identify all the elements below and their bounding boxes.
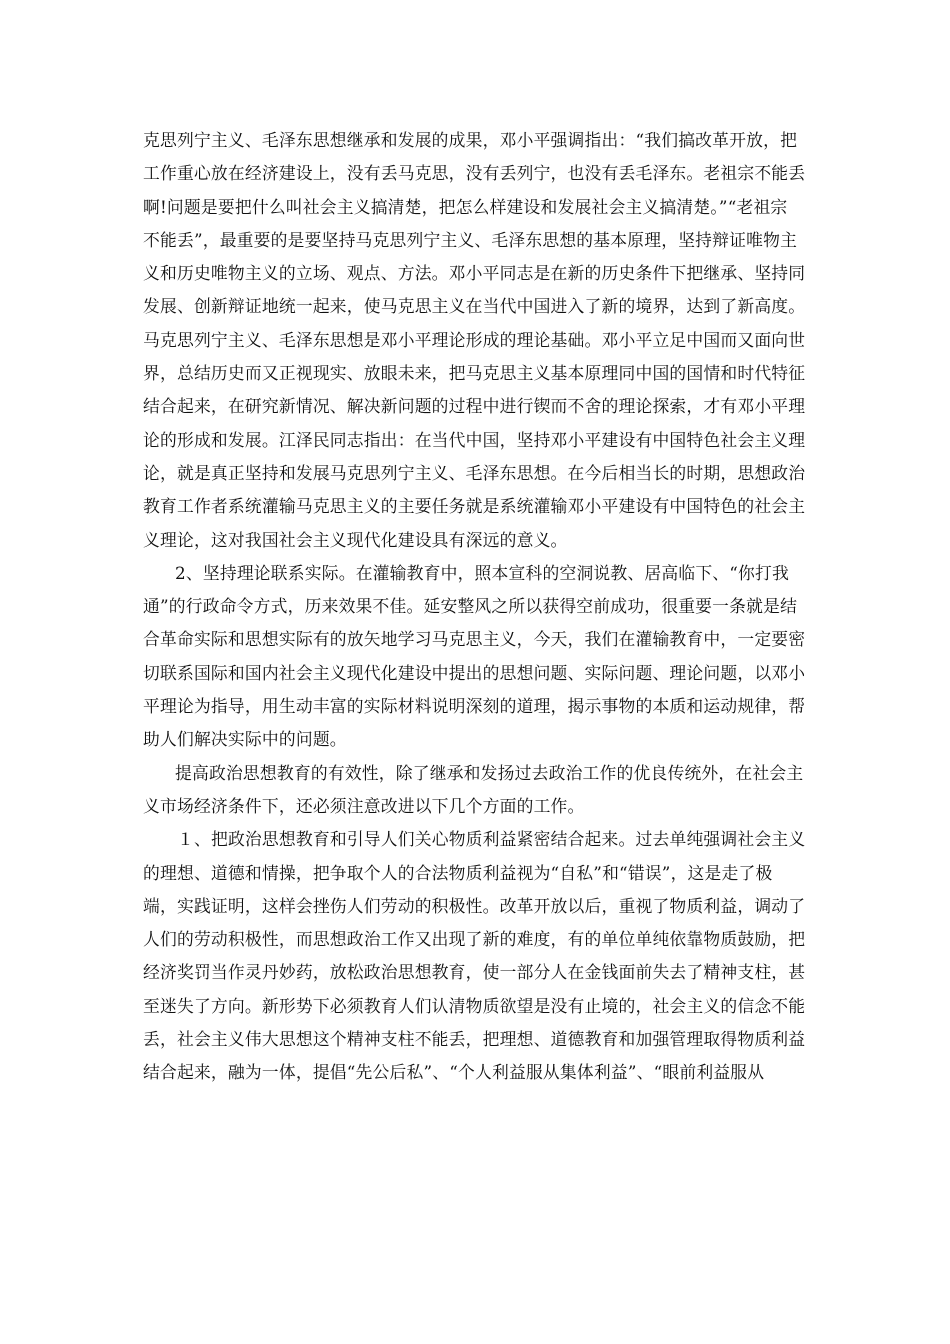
text-line: 义市场经济条件下，还必须注意改进以下几个方面的工作。 [143, 795, 585, 816]
text-line: 经济奖罚当作灵丹妙药，放松政治思想教育，使一部分人在金钱面前失去了精神支柱，甚 [143, 962, 806, 983]
document-body [143, 130, 808, 1096]
text-line: 教育工作者系统灌输马克思主义的主要任务就是系统灌输邓小平建设有中国特色的社会主 [143, 496, 806, 517]
text-line: 界，总结历史而又正视现实、放眼未来，把马克思主义基本原理同中国的国情和时代特征 [143, 363, 806, 384]
text-line: 论的形成和发展。江泽民同志指出：在当代中国，坚持邓小平建设有中国特色社会主义理 [143, 429, 806, 450]
paragraph-start-line: １、把政治思想教育和引导人们关心物质利益紧密结合起来。过去单纯强调社会主义 [177, 829, 806, 850]
text-line: 论，就是真正坚持和发展马克思列宁主义、毛泽东思想。在今后相当长的时期，思想政治 [143, 462, 806, 483]
text-line: 啊!问题是要把什么叫社会主义搞清楚，把怎么样建设和发展社会主义搞清楚。”“老祖宗 [143, 196, 788, 217]
text-line: 结合起来，在研究新情况、解决新问题的过程中进行锲而不舍的理论探索，才有邓小平理 [143, 396, 806, 417]
text-line: 切联系国际和国内社会主义现代化建设中提出的思想问题、实际问题、理论问题，以邓小 [143, 662, 806, 683]
paragraph-start-line: 提高政治思想教育的有效性，除了继承和发扬过去政治工作的优良传统外，在社会主 [175, 762, 804, 783]
text-line: 通”的行政命令方式，历来效果不佳。延安整风之所以获得空前成功，很重要一条就是结 [143, 596, 798, 617]
text-line: 助人们解决实际中的问题。 [143, 729, 347, 750]
text-line: 人们的劳动积极性，而思想政治工作又出现了新的难度，有的单位单纯依靠物质鼓励，把 [143, 929, 806, 950]
text-line: 合革命实际和思想实际有的放矢地学习马克思主义，今天，我们在灌输教育中，一定要密 [143, 629, 806, 650]
text-line: 义和历史唯物主义的立场、观点、方法。邓小平同志是在新的历史条件下把继承、坚持同 [143, 263, 806, 284]
text-line: 发展、创新辩证地统一起来，使马克思主义在当代中国进入了新的境界，达到了新高度。 [143, 296, 806, 317]
text-line: 不能丢”，最重要的是要坚持马克思列宁主义、毛泽东思想的基本原理，坚持辩证唯物主 [143, 229, 798, 250]
text-line: 义理论，这对我国社会主义现代化建设具有深远的意义。 [143, 529, 568, 550]
text-line: 的理想、道德和情操，把争取个人的合法物质利益视为“自私”和“错误”，这是走了极 [143, 862, 773, 883]
text-line: 端，实践证明，这样会挫伤人们劳动的积极性。改革开放以后，重视了物质利益，调动了 [143, 895, 806, 916]
text-line: 工作重心放在经济建设上，没有丢马克思，没有丢列宁，也没有丢毛泽东。老祖宗不能丢 [143, 163, 806, 184]
text-line: 结合起来，融为一体，提倡“先公后私”、“个人利益服从集体利益”、“眼前利益服从 [143, 1062, 765, 1083]
text-line: 马克思列宁主义、毛泽东思想是邓小平理论形成的理论基础。邓小平立足中国而又面向世 [143, 329, 806, 350]
text-line: 克思列宁主义、毛泽东思想继承和发展的成果，邓小平强调指出：“我们搞改革开放，把 [143, 130, 798, 150]
text-line: 至迷失了方向。新形势下必须教育人们认清物质欲望是没有止境的，社会主义的信念不能 [143, 995, 806, 1016]
paragraph-start-line: 2、坚持理论联系实际。在灌输教育中，照本宣科的空洞说教、居高临下、“你打我 [175, 562, 790, 583]
text-line: 平理论为指导，用生动丰富的实际材料说明深刻的道理，揭示事物的本质和运动规律，帮 [143, 696, 806, 717]
text-line: 丢，社会主义伟大思想这个精神支柱不能丢，把理想、道德教育和加强管理取得物质利益 [143, 1029, 806, 1050]
